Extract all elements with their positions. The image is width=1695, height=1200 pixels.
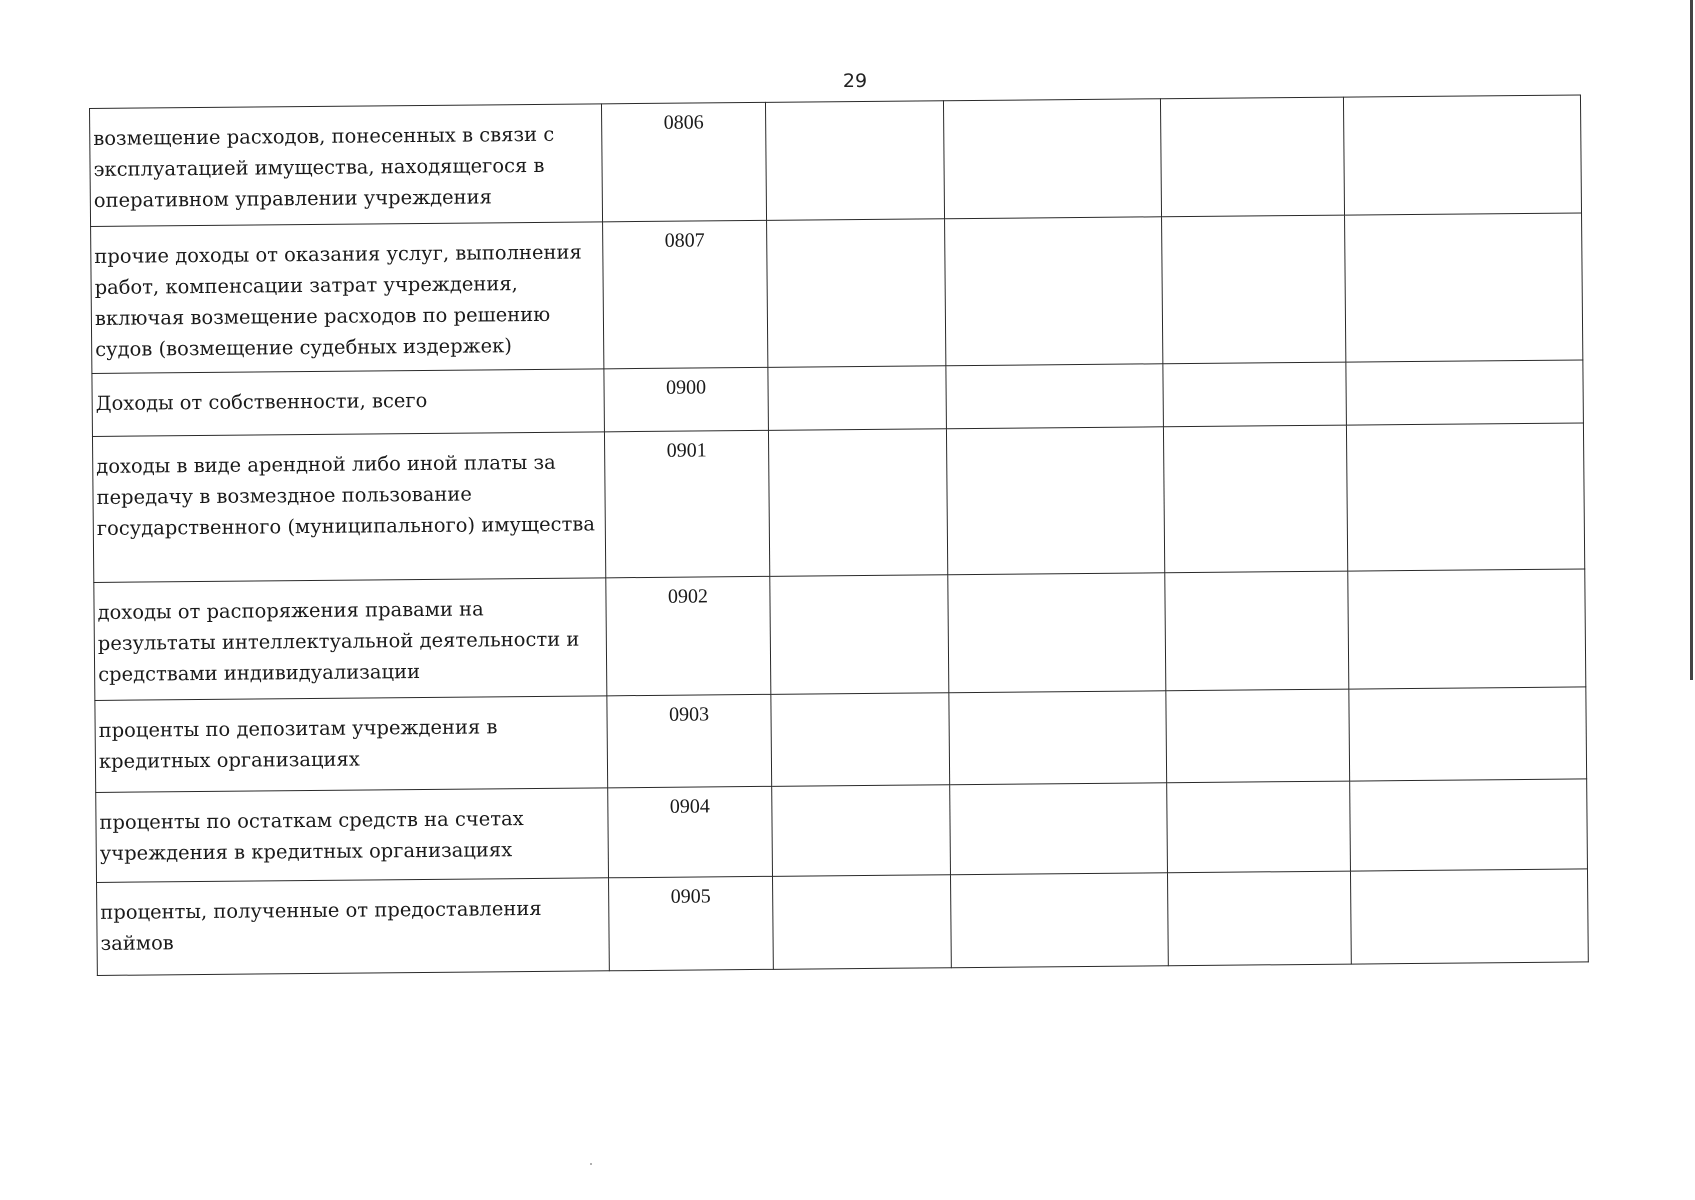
value-cell <box>1162 215 1346 364</box>
value-cell <box>946 427 1164 575</box>
row-code-cell: 0902 <box>606 576 771 695</box>
row-code-cell: 0900 <box>604 367 769 431</box>
value-cell <box>1349 687 1587 781</box>
value-cell <box>768 366 947 431</box>
value-cell <box>772 785 951 877</box>
value-cell <box>1163 425 1347 573</box>
income-report-table <box>89 94 1589 976</box>
row-code-cell: 0807 <box>603 220 768 368</box>
row-code-cell: 0806 <box>601 102 766 221</box>
value-cell <box>1350 779 1588 871</box>
value-cell <box>1346 360 1584 425</box>
value-cell <box>1350 869 1588 964</box>
row-name-cell: проценты, полученные от предоставления займов <box>97 878 610 976</box>
table-row <box>94 569 1586 701</box>
report-table-container <box>89 94 1589 976</box>
value-cell <box>945 217 1163 366</box>
value-cell <box>1343 95 1581 215</box>
value-cell <box>946 364 1164 429</box>
table-row <box>90 95 1582 227</box>
row-name-cell: доходы от распоряжения правами на результаты интеллектуальной деятельности и средствами индивидуализации <box>94 578 607 701</box>
value-cell <box>1167 871 1351 966</box>
row-code-cell: 0904 <box>608 786 773 877</box>
table-row <box>96 779 1588 883</box>
value-cell <box>1165 571 1349 691</box>
row-name-cell: прочие доходы от оказания услуг, выполнения работ, компенсации затрат учреждения, включая возмещение расходов по решению судов (возмещение судебных издержек) <box>91 222 604 374</box>
value-cell <box>1166 689 1350 783</box>
row-code-cell: 0901 <box>604 430 769 577</box>
value-cell <box>1346 423 1584 571</box>
value-cell <box>943 99 1161 219</box>
scan-speck <box>590 1163 592 1165</box>
table-row <box>97 869 1589 976</box>
value-cell <box>771 693 950 787</box>
value-cell <box>1160 97 1344 217</box>
row-name-cell: проценты по остаткам средств на счетах учреждения в кредитных организациях <box>96 788 609 883</box>
page-number: 29 <box>842 70 868 92</box>
table-row <box>92 423 1584 583</box>
value-cell <box>948 573 1166 693</box>
value-cell <box>1167 781 1351 873</box>
scan-edge-shadow <box>1690 0 1693 680</box>
row-name-cell: возмещение расходов, понесенных в связи с эксплуатацией имущества, находящегося в оперативном управлении учреждения <box>90 104 603 227</box>
value-cell <box>773 875 952 970</box>
row-name-cell: проценты по депозитам учреждения в кредитных организациях <box>95 696 608 793</box>
value-cell <box>765 101 944 221</box>
row-name-cell: Доходы от собственности, всего <box>92 369 605 437</box>
value-cell <box>950 783 1168 875</box>
value-cell <box>770 575 949 695</box>
table-row <box>95 687 1587 793</box>
row-code-cell: 0905 <box>609 876 774 970</box>
table-row <box>91 213 1583 374</box>
value-cell <box>949 691 1167 785</box>
value-cell <box>1348 569 1586 689</box>
row-code-cell: 0903 <box>607 694 772 787</box>
value-cell <box>1345 213 1583 362</box>
row-name-cell: доходы в виде арендной либо иной платы за передачу в возмездное пользование государственного (муниципального) имущества <box>92 432 605 583</box>
value-cell <box>950 873 1168 968</box>
value-cell <box>767 219 946 368</box>
value-cell <box>1163 362 1347 427</box>
value-cell <box>768 429 947 577</box>
